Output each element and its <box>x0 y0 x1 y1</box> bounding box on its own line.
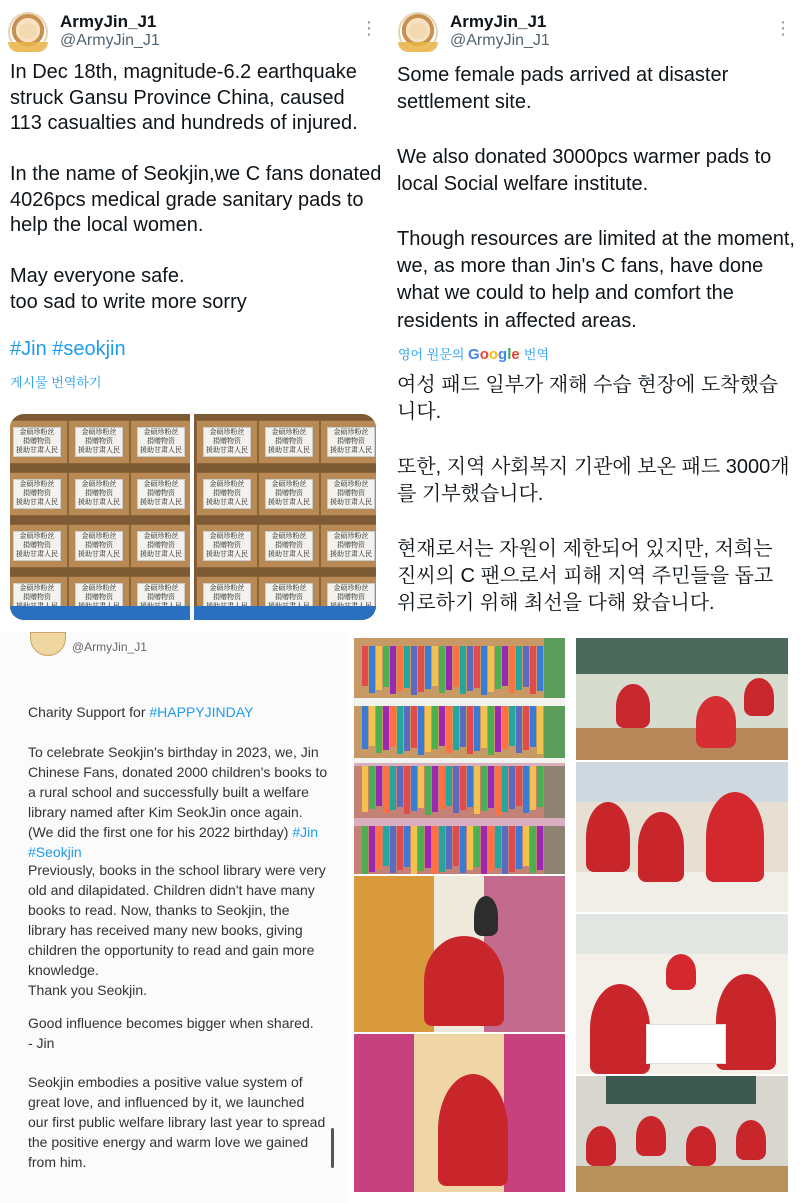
book-spine <box>537 706 543 754</box>
google-logo-text: Google <box>468 346 520 363</box>
author-handle[interactable]: @ArmyJin_J1 <box>60 32 160 49</box>
photo-classroom-wide[interactable] <box>576 1076 788 1192</box>
book-spine <box>467 646 473 691</box>
book-spine <box>362 706 368 749</box>
book-spine <box>418 646 424 692</box>
book-spine <box>516 646 522 690</box>
hashtag-links[interactable]: #Jin #Seokjin <box>28 824 319 860</box>
book-spine <box>453 826 459 866</box>
book-spine <box>502 766 508 812</box>
book-spine <box>474 766 480 814</box>
tweet-card-2 <box>390 0 800 628</box>
box-label: 金硕珍粉丝 捐赠物资 援助甘肃人民 <box>327 427 375 457</box>
book-spine <box>516 766 522 806</box>
book-spine <box>453 766 459 813</box>
box-label: 金硕珍粉丝 捐赠物资 援助甘肃人民 <box>265 479 313 509</box>
book-spine <box>509 706 515 746</box>
book-spine <box>397 766 403 807</box>
book-spine <box>411 766 417 811</box>
book-spine <box>390 646 396 694</box>
book-spine <box>397 646 403 691</box>
book-spine <box>404 826 410 867</box>
pallet <box>194 606 376 620</box>
book-spine <box>439 646 445 693</box>
translated-text: 여성 패드 일부가 재해 수습 현장에 도착했습니다. 또한, 지역 사회복지 기관에 보온 패드 3000개를 기부했습니다. 현재로서는 자원이 제한되어 있지만, 저희는 진씨의 C 팬으로서 피해 지역 주민들을 돕고 위로하기 위해 최선을 다해 왔습니다. <box>397 374 790 615</box>
book-spine <box>411 706 417 748</box>
book-spine <box>390 766 396 810</box>
box-label: 金硕珍粉丝 捐赠物资 援助甘肃人民 <box>137 479 185 509</box>
book-spine <box>481 826 487 874</box>
tweet-header <box>398 10 790 54</box>
tweet-text: In Dec 18th, magnitude-6.2 earthquake struck Gansu Province China, caused 113 casualties and hundreds of injured. In the name of Seokjin,we C fans donated 4026pcs medical grade sanitary pads to help the local women. May everyone safe. too sad to write more sorry <box>10 61 382 313</box>
translated-suffix: 번역 <box>523 347 550 362</box>
donation-box <box>320 472 376 516</box>
book-spine <box>362 766 368 812</box>
book-spine <box>369 706 375 746</box>
photo-library-reader[interactable] <box>354 1034 565 1192</box>
book-spine <box>369 766 375 809</box>
book-spine <box>376 646 382 690</box>
book-spine <box>481 706 487 748</box>
book-spine <box>362 646 368 686</box>
post-paragraph-3: Good influence becomes bigger when shared. - Jin <box>28 1015 314 1051</box>
book-spine <box>488 646 494 692</box>
book-spine <box>460 706 466 747</box>
book-spine <box>495 826 501 868</box>
book-spine <box>390 706 396 747</box>
box-label: 金硕珍粉丝 捐赠物资 援助甘肃人民 <box>327 531 375 561</box>
tweet-photo-grid[interactable] <box>10 414 376 620</box>
post-card-3 <box>0 632 348 1203</box>
post-paragraph-4: Seokjin embodies a positive value system of great love, and influenced by it, we launched our first public welfare library last year to spread the positive energy and warm love we gained from him. <box>28 1074 326 1170</box>
book-spine <box>467 826 473 870</box>
post-paragraph-1 <box>28 722 328 862</box>
author-handle[interactable]: @ArmyJin_J1 <box>72 640 147 654</box>
book-spine <box>376 826 382 869</box>
book-spine <box>383 646 389 687</box>
book-spine <box>439 766 445 809</box>
book-spine <box>530 646 536 694</box>
book-spine <box>474 826 480 867</box>
donation-box <box>68 420 130 464</box>
book-spine <box>446 706 452 753</box>
book-spine <box>432 646 438 686</box>
book-spine <box>502 826 508 874</box>
donation-box <box>10 524 68 568</box>
book-spine <box>530 706 536 747</box>
donation-box <box>196 524 258 568</box>
donation-box <box>258 472 320 516</box>
book-spine <box>390 826 396 873</box>
author-name[interactable]: ArmyJin_J1 <box>450 12 547 31</box>
book-spine <box>362 826 368 874</box>
donation-box <box>130 420 190 464</box>
donation-box <box>196 420 258 464</box>
book-spine <box>488 766 494 808</box>
book-spine <box>432 766 438 812</box>
avatar[interactable] <box>30 632 66 656</box>
book-spine <box>523 646 529 687</box>
avatar[interactable] <box>398 12 438 52</box>
box-label: 金硕珍粉丝 捐赠物资 援助甘肃人民 <box>327 479 375 509</box>
book-spine <box>537 766 543 807</box>
box-label: 金硕珍粉丝 捐赠物资 <box>13 583 61 613</box>
post-paragraph-text: To celebrate Seokjin's birthday in 2023, we, Jin Chinese Fans, donated 2000 children's books to a rural school and successfully built a welfare library named after Kim SeokJin once again. (We did the first one for his 2022 birthday) <box>28 744 328 840</box>
author-handle[interactable]: @ArmyJin_J1 <box>450 32 550 49</box>
book-spine <box>397 706 403 754</box>
book-spine <box>425 766 431 815</box>
book-spine <box>537 646 543 691</box>
book-spine <box>432 826 438 874</box>
tweet-card-1 <box>0 0 386 628</box>
book-spine <box>530 826 536 873</box>
donation-box <box>68 472 130 516</box>
box-label: 金硕珍粉丝 捐赠物资 援助甘肃人民 <box>203 531 251 561</box>
book-spine <box>383 766 389 813</box>
donation-box <box>130 524 190 568</box>
donation-box <box>258 524 320 568</box>
book-spine <box>537 826 543 870</box>
photo-donation-boxes-1[interactable] <box>10 414 190 620</box>
box-label: 金硕珍粉丝 捐赠物资 援助甘肃人民 <box>13 531 61 561</box>
book-spine <box>523 826 529 866</box>
book-spine <box>418 826 424 871</box>
book-spine <box>509 766 515 809</box>
photo-library-children[interactable] <box>354 876 565 1032</box>
post-title-prefix: Charity Support for <box>28 704 150 720</box>
book-spine <box>376 706 382 753</box>
book-spine <box>404 706 410 751</box>
book-spine <box>439 706 445 746</box>
book-spine <box>411 646 417 695</box>
box-label: 金硕珍粉丝 捐赠物资 援助甘肃人民 <box>265 531 313 561</box>
book-spine <box>404 766 410 814</box>
box-label: 金硕珍粉丝 捐赠物资 <box>137 583 185 613</box>
box-label: 金硕珍粉丝 捐赠物资 援助甘肃人民 <box>203 479 251 509</box>
box-label: 金硕珍粉丝 捐赠物资 援助甘肃人民 <box>75 531 123 561</box>
donation-box <box>258 420 320 464</box>
book-spine <box>467 706 473 754</box>
box-label: 金硕珍粉丝 捐赠物资 援助甘肃人民 <box>13 427 61 457</box>
book-spine <box>460 646 466 694</box>
scrollbar[interactable] <box>331 1128 334 1168</box>
book-spine <box>425 646 431 689</box>
box-label: 金硕珍粉丝 捐赠物资 援助甘肃人民 <box>137 531 185 561</box>
photo-classroom-desks[interactable] <box>576 914 788 1074</box>
photo-library-shelves[interactable] <box>354 638 565 874</box>
book-spine <box>446 826 452 869</box>
box-label: 金硕珍粉丝 捐赠物资 援助甘肃人民 <box>137 427 185 457</box>
book-spine <box>516 826 522 869</box>
author-name[interactable]: ArmyJin_J1 <box>60 12 157 31</box>
photo-classroom-students[interactable] <box>576 762 788 912</box>
donation-box <box>320 524 376 568</box>
book-spine <box>509 826 515 872</box>
book-spine <box>411 826 417 874</box>
book-spine <box>481 646 487 695</box>
book-spine <box>383 706 389 750</box>
box-label: 金硕珍粉丝 捐赠物资 援助甘肃人民 <box>203 427 251 457</box>
book-spine <box>530 766 536 810</box>
hashtag-links[interactable]: #Jin #seokjin <box>10 338 126 360</box>
book-spine <box>376 766 382 806</box>
more-dots-icon[interactable]: ⋮ <box>360 18 376 38</box>
donation-box <box>320 420 376 464</box>
donation-box <box>10 472 68 516</box>
photo-classroom-reading[interactable] <box>576 638 788 760</box>
photo-donation-boxes-2[interactable] <box>194 414 376 620</box>
avatar[interactable] <box>8 12 48 52</box>
hashtag-link[interactable]: #HAPPYJINDAY <box>149 704 254 720</box>
post-title <box>28 682 328 722</box>
box-label: 金硕珍粉丝 捐赠物资 援助甘肃人民 <box>75 427 123 457</box>
pallet <box>10 606 190 620</box>
box-label: 金硕珍粉丝 捐赠物资 <box>203 583 251 613</box>
book-spine <box>488 826 494 871</box>
book-spine <box>474 706 480 751</box>
box-label: 金硕珍粉丝 捐赠物资 <box>265 583 313 613</box>
book-spine <box>369 646 375 693</box>
book-spine <box>446 766 452 806</box>
book-spine <box>481 766 487 811</box>
tweet-header <box>8 10 376 54</box>
box-label: 金硕珍粉丝 捐赠物资 援助甘肃人民 <box>265 427 313 457</box>
book-spine <box>397 826 403 870</box>
book-spine <box>453 646 459 687</box>
more-dots-icon[interactable]: ⋮ <box>774 18 790 38</box>
box-label: 金硕珍粉丝 捐赠物资 <box>75 583 123 613</box>
tweet-text: Some female pads arrived at disaster settlement site. We also donated 3000pcs warmer pads to local Social welfare institute. Though resources are limited at the moment, we, as more than Jin's C fans, have done what we could to help and comfort the residents in affected areas. <box>397 64 795 332</box>
book-spine <box>418 766 424 808</box>
book-spine <box>523 766 529 813</box>
post-paragraph-2: Previously, books in the school library were very old and dilapidated. Children didn't have many books to read. Now, thanks to Seokjin, the library has received many new books, giving children the opportunity to read and gain more knowledge. Thank you Seokjin. <box>28 862 326 998</box>
book-spine <box>460 766 466 810</box>
book-spine <box>439 826 445 872</box>
book-spine <box>418 706 424 755</box>
book-spine <box>502 646 508 686</box>
book-spine <box>523 706 529 750</box>
book-spine <box>460 826 466 873</box>
book-spine <box>369 826 375 872</box>
book-spine <box>425 826 431 868</box>
book-spine <box>509 646 515 693</box>
book-spine <box>467 766 473 807</box>
donation-box <box>196 472 258 516</box>
book-spine <box>502 706 508 749</box>
translate-post-link[interactable]: 게시물 번역하기 <box>10 375 102 390</box>
donation-box <box>68 524 130 568</box>
donation-box <box>130 472 190 516</box>
box-label: 金硕珍粉丝 捐赠物资 <box>327 583 375 613</box>
translated-prefix: 영어 원문의 <box>398 347 465 362</box>
book-spine <box>488 706 494 755</box>
book-spine <box>446 646 452 690</box>
book-spine <box>495 706 501 752</box>
book-spine <box>495 646 501 689</box>
book-spine <box>453 706 459 750</box>
book-spine <box>474 646 480 688</box>
box-label: 金硕珍粉丝 捐赠物资 援助甘肃人民 <box>75 479 123 509</box>
box-label: 金硕珍粉丝 捐赠物资 援助甘肃人民 <box>13 479 61 509</box>
donation-box <box>10 420 68 464</box>
book-spine <box>404 646 410 688</box>
book-spine <box>432 706 438 749</box>
book-spine <box>495 766 501 815</box>
book-spine <box>516 706 522 753</box>
book-spine <box>383 826 389 866</box>
google-translate-attribution[interactable] <box>398 344 549 363</box>
book-spine <box>425 706 431 752</box>
